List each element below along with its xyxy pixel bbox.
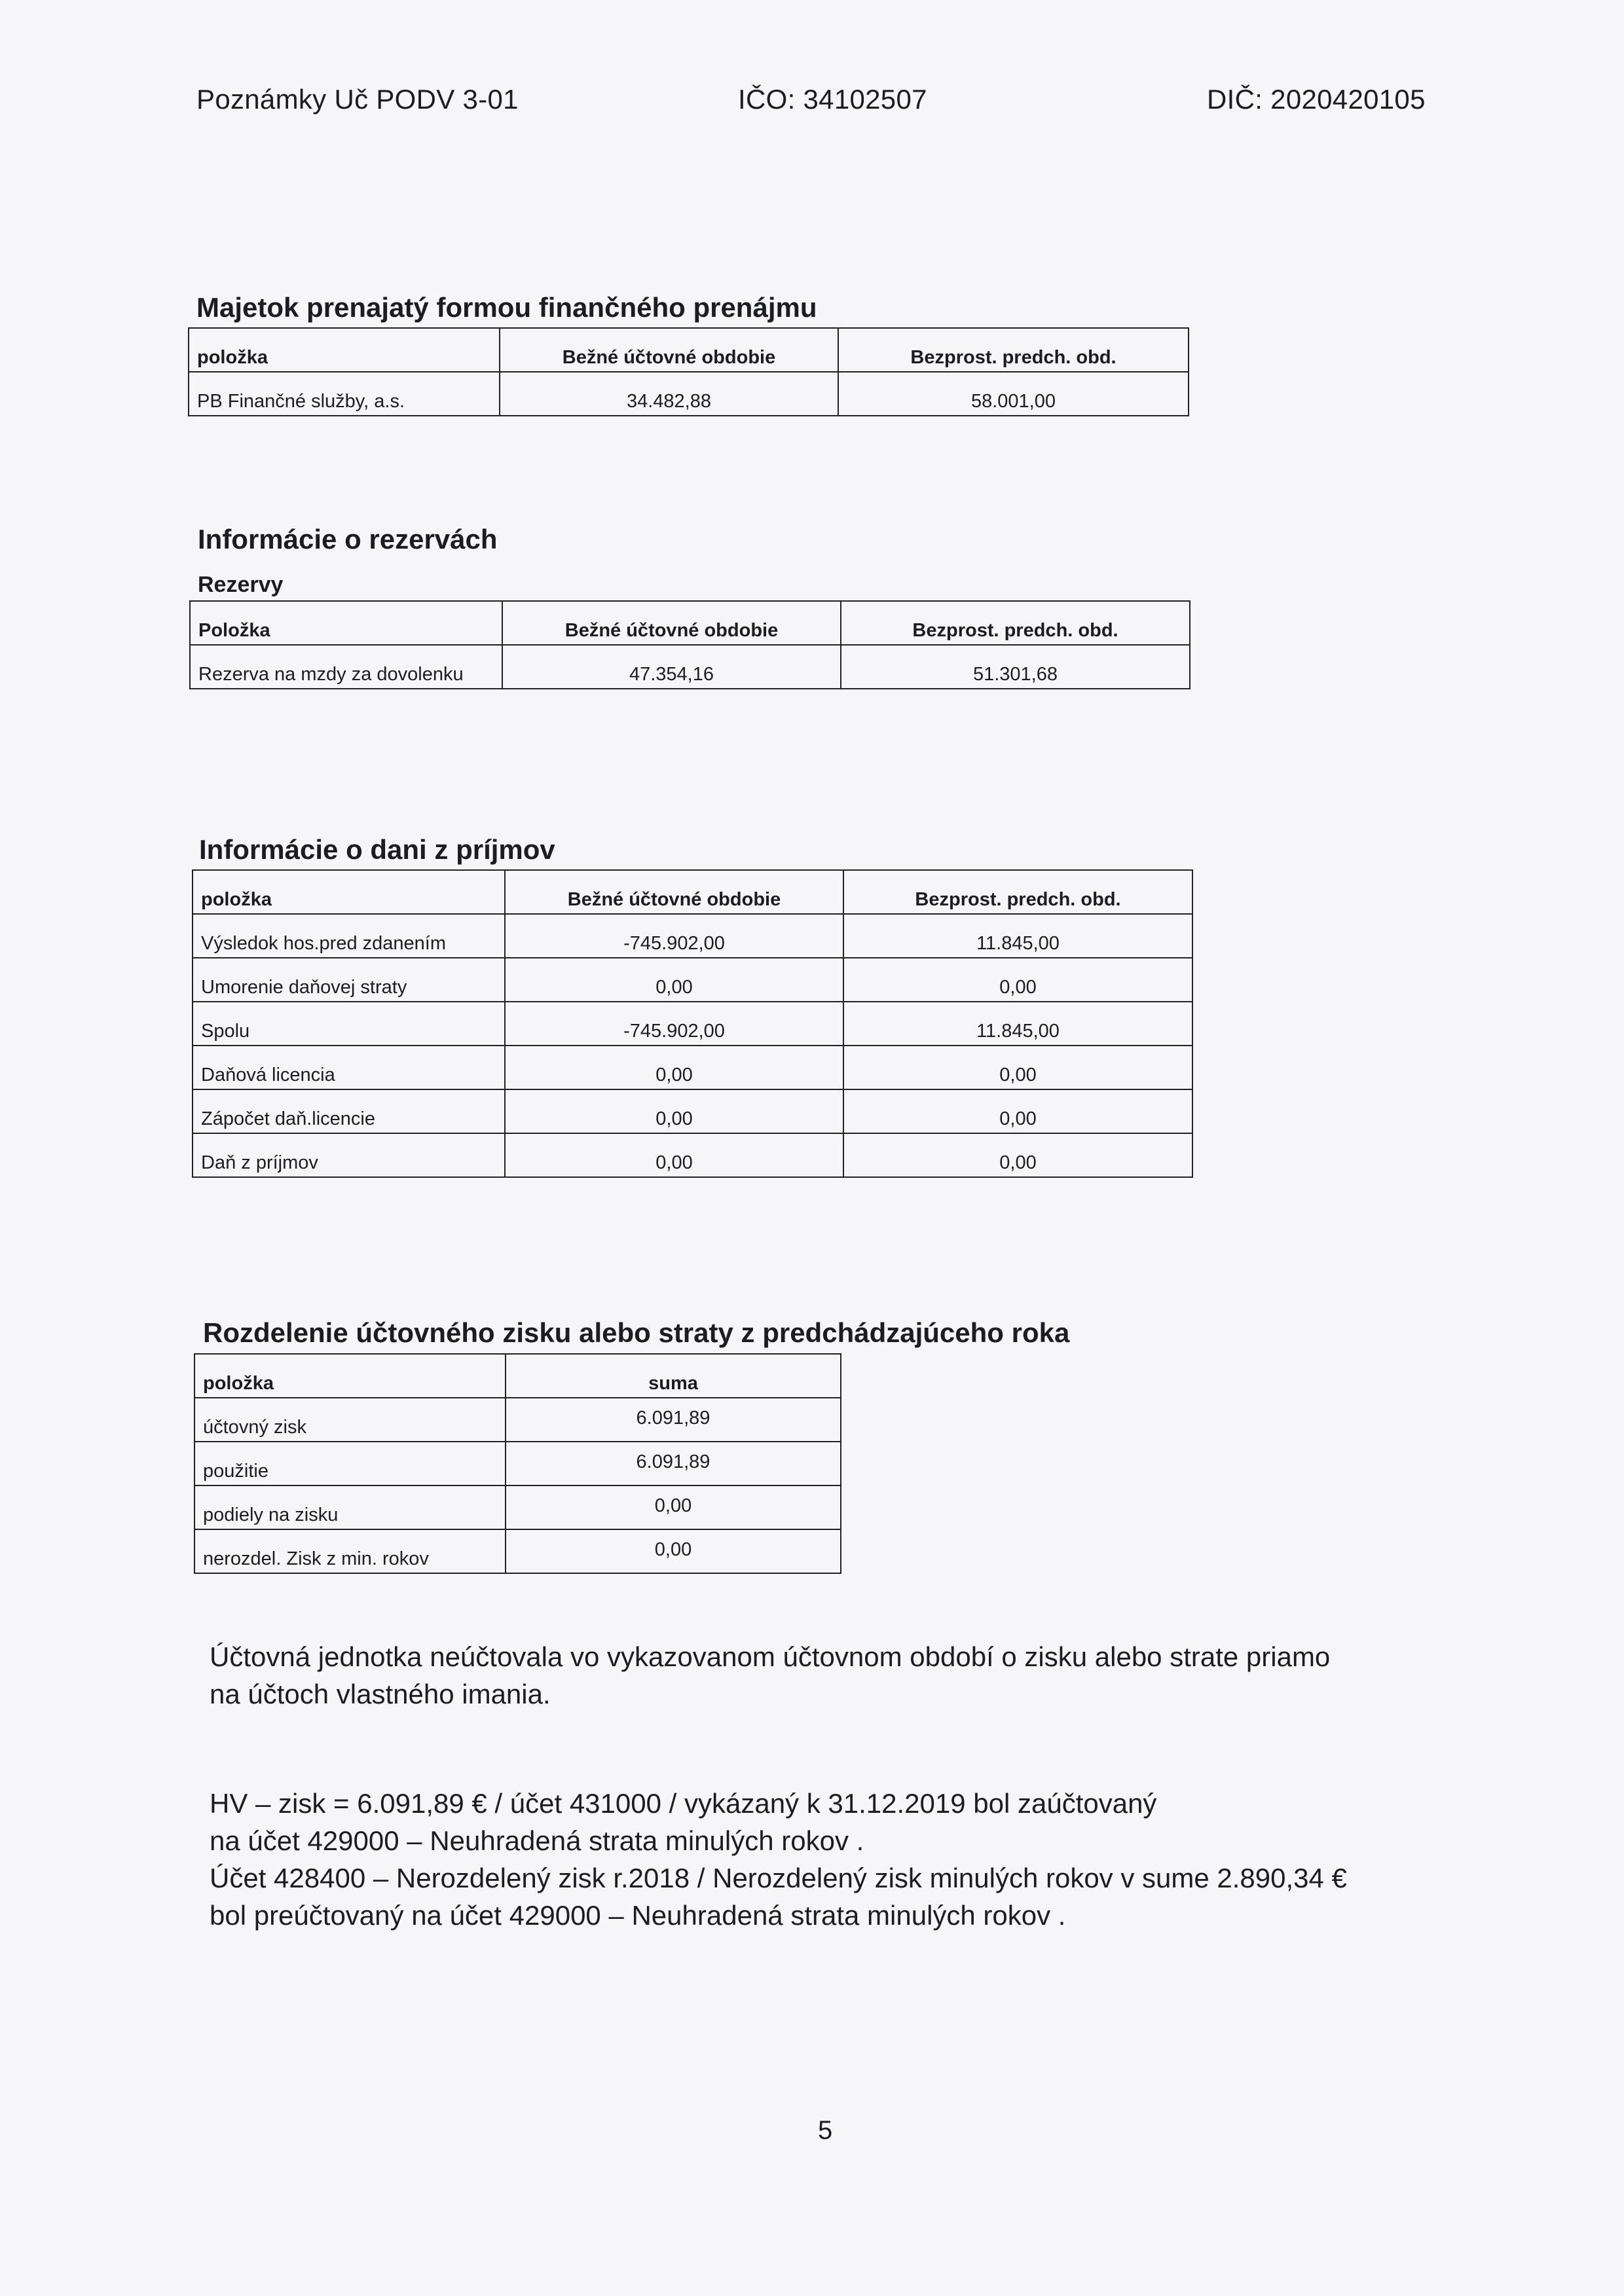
table-row [194, 1398, 841, 1442]
table-row [194, 1529, 841, 1573]
profit-note-line-1: HV – zisk = 6.091,89 € / účet 431000 / vykázaný k 31.12.2019 bol zaúčtovaný [210, 1788, 1157, 1819]
table-row [193, 1046, 1192, 1089]
profit-note-line-4: bol preúčtovaný na účet 429000 – Neuhradená strata minulých rokov . [210, 1900, 1066, 1931]
table-row [193, 1002, 1192, 1046]
equity-note-line-1: Účtovná jednotka neúčtovala vo vykazovanom účtovnom období o zisku alebo strate priamo [210, 1641, 1331, 1672]
current-period-value: 47.354,16 [502, 645, 841, 689]
column-header: Bezprost. predch. obd. [838, 328, 1189, 372]
amount-value: 6.091,89 [506, 1398, 841, 1442]
current-period-value: 0,00 [505, 958, 843, 1002]
current-period-value: 34.482,88 [500, 372, 838, 416]
current-period-value: -745.902,00 [505, 1002, 843, 1046]
table-row [194, 1442, 841, 1485]
row-label: Zápočet daň.licencie [193, 1089, 505, 1133]
income-tax-title: Informácie o dani z príjmov [199, 834, 555, 865]
table-row [193, 914, 1192, 958]
previous-period-value: 0,00 [843, 1046, 1192, 1089]
table-row [193, 1089, 1192, 1133]
table-header-row [193, 870, 1192, 914]
header-dic: DIČ: 2020420105 [1207, 84, 1426, 115]
row-label: PB Finančné služby, a.s. [189, 372, 500, 416]
table-header-row [189, 328, 1189, 372]
row-label: účtovný zisk [194, 1398, 506, 1442]
previous-period-value: 11.845,00 [843, 1002, 1192, 1046]
table-header-row [194, 1354, 841, 1398]
previous-period-value: 0,00 [843, 1089, 1192, 1133]
profit-distribution-table [194, 1353, 841, 1574]
header-document-label: Poznámky Uč PODV 3-01 [196, 84, 519, 115]
column-header: Bežné účtovné obdobie [500, 328, 838, 372]
row-label: Rezerva na mzdy za dovolenku [190, 645, 502, 689]
table-header-row [190, 601, 1190, 645]
equity-note-line-2: na účtoch vlastného imania. [210, 1679, 551, 1709]
previous-period-value: 0,00 [843, 1133, 1192, 1177]
current-period-value: -745.902,00 [505, 914, 843, 958]
current-period-value: 0,00 [505, 1089, 843, 1133]
column-header: Bezprost. predch. obd. [843, 870, 1192, 914]
current-period-value: 0,00 [505, 1133, 843, 1177]
amount-value: 0,00 [506, 1485, 841, 1529]
column-header: suma [506, 1354, 841, 1398]
row-label: Výsledok hos.pred zdanením [193, 914, 505, 958]
amount-value: 0,00 [506, 1529, 841, 1573]
profit-note-line-3: Účet 428400 – Nerozdelený zisk r.2018 / Nerozdelený zisk minulých rokov v sume 2.890,34 € [210, 1863, 1347, 1893]
row-label: nerozdel. Zisk z min. rokov [194, 1529, 506, 1573]
reserves-subtitle: Rezervy [198, 572, 284, 597]
previous-period-value: 58.001,00 [838, 372, 1189, 416]
row-label: použitie [194, 1442, 506, 1485]
row-label: Daň z príjmov [193, 1133, 505, 1177]
row-label: Spolu [193, 1002, 505, 1046]
header-ico: IČO: 34102507 [738, 84, 927, 115]
previous-period-value: 0,00 [843, 958, 1192, 1002]
table-row [189, 372, 1189, 416]
profit-distribution-title: Rozdelenie účtovného zisku alebo straty z predchádzajúceho roka [203, 1317, 1070, 1348]
leasing-table [188, 327, 1189, 416]
row-label: podiely na zisku [194, 1485, 506, 1529]
column-header: položka [189, 328, 500, 372]
income-tax-table [192, 869, 1193, 1178]
table-row [193, 958, 1192, 1002]
column-header: Bezprost. predch. obd. [841, 601, 1190, 645]
table-row [193, 1133, 1192, 1177]
page-number: 5 [818, 2116, 833, 2145]
column-header: položka [193, 870, 505, 914]
column-header: Bežné účtovné obdobie [505, 870, 843, 914]
profit-note-line-2: na účet 429000 – Neuhradená strata minulých rokov . [210, 1825, 864, 1856]
row-label: Umorenie daňovej straty [193, 958, 505, 1002]
leasing-title: Majetok prenajatý formou finančného prenájmu [196, 292, 817, 323]
column-header: Bežné účtovné obdobie [502, 601, 841, 645]
table-row [190, 645, 1190, 689]
current-period-value: 0,00 [505, 1046, 843, 1089]
previous-period-value: 11.845,00 [843, 914, 1192, 958]
row-label: Daňová licencia [193, 1046, 505, 1089]
amount-value: 6.091,89 [506, 1442, 841, 1485]
column-header: Položka [190, 601, 502, 645]
reserves-table [189, 600, 1190, 689]
table-row [194, 1485, 841, 1529]
previous-period-value: 51.301,68 [841, 645, 1190, 689]
reserves-title: Informácie o rezervách [198, 524, 498, 555]
column-header: položka [194, 1354, 506, 1398]
